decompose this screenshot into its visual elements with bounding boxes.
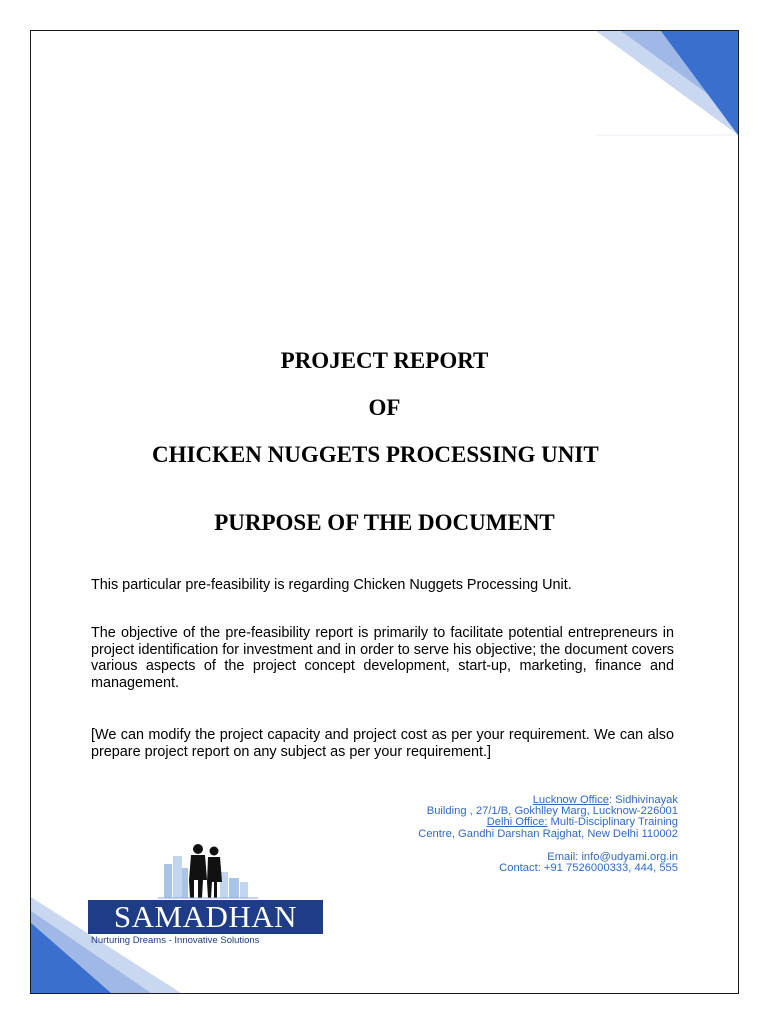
delhi-address-2: Centre, Gandhi Darshan Rajghat, New Delhi 110002 (418, 827, 678, 840)
lucknow-address-1: : Sidhivinayak (608, 794, 678, 806)
logo-tagline: Nurturing Dreams - Innovative Solutions (91, 935, 260, 946)
logo-wordmark: SAMADHAN (88, 900, 323, 934)
contact-block (348, 795, 678, 874)
phone-text: Contact: +91 7526000333, 444, 555 (499, 862, 678, 875)
top-right-triangles (596, 31, 738, 135)
report-subject: CHICKEN NUGGETS PROCESSING UNIT (152, 442, 599, 467)
delhi-address-1: Multi-Disciplinary Training (547, 816, 678, 829)
intro-paragraph: This particular pre-feasibility is regarding Chicken Nuggets Processing Unit. (91, 577, 572, 593)
document-page (30, 30, 739, 994)
report-title-of: OF (368, 395, 401, 420)
note-paragraph: [We can modify the project capacity and project cost as per your requirement. We can also prepare project report on any subject as per your requirement.] (91, 727, 674, 760)
lucknow-office-link[interactable]: Lucknow Office (532, 794, 609, 806)
objective-paragraph: The objective of the pre-feasibility report is primarily to facilitate potential entrepreneurs in project identification for investment and in order to serve his objective; the document covers various aspects of the project concept development, start-up, marketing, finance and management. (91, 625, 674, 691)
section-heading: PURPOSE OF THE DOCUMENT (214, 510, 555, 535)
samadhan-logo (88, 842, 328, 947)
lucknow-address-2: Building , 27/1/B, Gokhlley Marg, Lucknow-226001 (426, 805, 678, 818)
email-text[interactable]: Email: info@udyami.org.in (547, 850, 678, 863)
businessmen-skyline-icon (158, 842, 258, 900)
delhi-office-link[interactable]: Delhi Office: (486, 816, 548, 829)
report-title: PROJECT REPORT (280, 348, 489, 373)
